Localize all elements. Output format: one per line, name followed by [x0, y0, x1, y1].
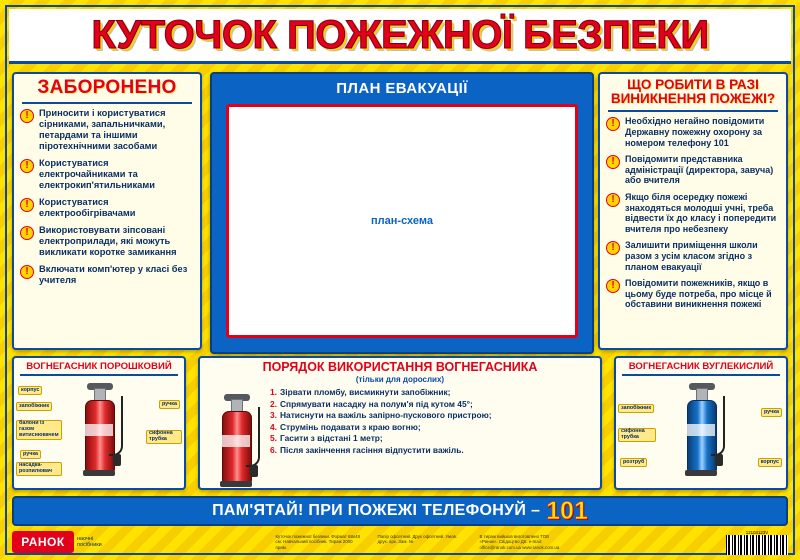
callout-label: запобіжник — [618, 404, 654, 413]
warning-exclamation-icon: ! — [606, 155, 620, 169]
footer — [12, 530, 788, 554]
step-item — [270, 387, 594, 398]
co2-extinguisher-diagram — [616, 378, 786, 482]
step-item — [270, 433, 594, 444]
forbidden-heading: ЗАБОРОНЕНО — [37, 77, 177, 98]
barcode-area — [726, 530, 788, 555]
usage-instructions-card — [198, 356, 602, 490]
step-number: 2. — [270, 398, 277, 409]
step-item — [270, 410, 594, 421]
what-to-do-list — [600, 116, 786, 310]
callout-label: запобіжник — [16, 402, 52, 411]
callout-label: ручка — [20, 450, 41, 459]
divider — [622, 374, 780, 376]
callout-label: балони із газом витиснювачем — [16, 420, 62, 441]
instructions-extinguisher-illustration — [206, 387, 264, 479]
list-item-label: Повідомити пожежників, якщо в цьому буде потреба, про місце й обставини виникнення пожежі — [625, 278, 772, 310]
warning-exclamation-icon: ! — [20, 198, 34, 212]
callout-label: ручка — [761, 408, 782, 417]
list-item-label: Включати комп'ютер у класі без учителя — [39, 263, 188, 285]
extinguisher-hose-shape — [711, 396, 725, 456]
bottom-zone — [12, 356, 788, 492]
list-item-label: Використовувати зіпсовані електроприлади, які можуть викликати коротке замикання — [39, 224, 177, 257]
extinguisher-nozzle-shape — [715, 454, 723, 466]
list-item — [20, 108, 194, 152]
list-item — [20, 264, 194, 286]
list-item-label: Користуватися електрообігрівачами — [39, 196, 136, 218]
forbidden-list — [14, 108, 200, 286]
fire-extinguisher-icon — [675, 380, 727, 480]
page-title: КУТОЧОК ПОЖЕЖНОЇ БЕЗПЕКИ — [91, 12, 709, 57]
usage-instructions-subtitle: (тільки для дорослих) — [355, 375, 445, 385]
step-item — [270, 445, 594, 456]
callout-label: сифонна трубка — [146, 430, 182, 445]
barcode-image — [726, 535, 788, 555]
step-number: 6. — [270, 444, 277, 455]
footer-imprint — [276, 534, 568, 549]
warning-exclamation-icon: ! — [20, 226, 34, 240]
callout-label: ручка — [159, 400, 180, 409]
callout-label: сифонна трубка — [618, 428, 656, 443]
step-text: Натиснути на важіль запірно-пускового пристрою; — [280, 410, 492, 421]
warning-exclamation-icon: ! — [20, 109, 34, 123]
evacuation-plan-canvas — [226, 104, 578, 338]
list-item — [20, 158, 194, 191]
imprint-col-3: В тираж вийшов виготовлено ТОВ «Ранок». Свідоцтво ДК. e-mail: office@ranok.com.ua www.ranok.com.ua — [479, 534, 560, 550]
powder-extinguisher-title: ВОГНЕГАСНИК ПОРОШКОВИЙ — [26, 361, 172, 372]
list-item-label: Повідомити представника адміністрації (директора, завуча) або вчителя — [625, 154, 774, 186]
emergency-phone-number: 101 — [546, 496, 588, 525]
what-to-do-heading: ЩО РОБИТИ В РАЗІ ВИНИКНЕННЯ ПОЖЕЖІ? — [610, 77, 776, 107]
warning-exclamation-icon: ! — [606, 193, 620, 207]
callout-label: корпус — [758, 458, 782, 467]
extinguisher-hose-shape — [246, 407, 260, 467]
list-item-label: Необхідно негайно повідомити Державну пожежну охорону за номером телефону 101 — [625, 116, 765, 148]
step-number: 4. — [270, 421, 277, 432]
divider — [20, 374, 178, 376]
list-item-label: Приносити і користуватися сірниками, запальничками, петардами та іншими піротехнічними засобами — [39, 107, 166, 151]
extinguisher-base-shape — [83, 470, 115, 476]
list-item — [606, 192, 780, 234]
callout-label: насадка-розпилювач — [16, 462, 62, 477]
step-number: 3. — [270, 410, 277, 421]
step-text: Спрямувати насадку на полум'я під кутом 45°; — [280, 398, 473, 409]
divider — [608, 110, 778, 112]
list-item-label: Якщо біля осередку пожежі знаходяться молодші учні, треба відвести їх до класу і попередити вчителя про небезпеку — [625, 192, 777, 234]
warning-exclamation-icon: ! — [20, 159, 34, 173]
plan-placeholder-label: план-схема — [371, 215, 433, 227]
extinguisher-nozzle-shape — [113, 454, 121, 466]
list-item — [606, 116, 780, 148]
extinguisher-nozzle-shape — [250, 465, 258, 477]
step-text: Гасити з відстані 1 метр; — [280, 433, 383, 444]
evacuation-plan-title: ПЛАН ЕВАКУАЦІЇ — [336, 80, 468, 97]
usage-steps-list — [270, 387, 594, 479]
list-item — [606, 240, 780, 272]
step-item — [270, 399, 594, 410]
usage-instructions-title: ПОРЯДОК ВИКОРИСТАННЯ ВОГНЕГАСНИКА — [262, 360, 538, 374]
warning-exclamation-icon: ! — [606, 279, 620, 293]
warning-exclamation-icon: ! — [20, 265, 34, 279]
list-item — [20, 197, 194, 219]
powder-extinguisher-diagram — [14, 378, 184, 482]
step-item — [270, 422, 594, 433]
fire-extinguisher-icon — [73, 380, 125, 480]
step-text: Зірвати пломбу, висмикнути запобіжник; — [280, 387, 451, 398]
list-item — [20, 225, 194, 258]
extinguisher-base-shape — [685, 470, 717, 476]
extinguisher-base-shape — [220, 481, 252, 487]
co2-extinguisher-title: ВОГНЕГАСНИК ВУГЛЕКИСЛИЙ — [628, 361, 774, 372]
warning-exclamation-icon: ! — [606, 241, 620, 255]
co2-extinguisher-card — [614, 356, 788, 490]
imprint-col-1: Куточок пожежної безпеки. Формат 68х48 см. Навчальний посібник. Тираж 2000 прим. — [275, 534, 361, 550]
callout-label: корпус — [18, 386, 42, 395]
extinguisher-hose-shape — [109, 396, 123, 456]
list-item-label: Залишити приміщення школи разом з усім класом згідно з планом евакуації — [625, 240, 758, 272]
product-code: 12104123V — [745, 529, 769, 535]
fire-extinguisher-icon — [210, 391, 260, 479]
emergency-phone-text: ПАМ'ЯТАЙ! ПРИ ПОЖЕЖІ ТЕЛЕФОНУЙ – — [212, 502, 541, 519]
publisher-logo: РАНОК — [12, 531, 74, 553]
emergency-phone-banner — [12, 496, 788, 526]
forbidden-panel — [12, 72, 202, 350]
step-number: 5. — [270, 433, 277, 444]
powder-extinguisher-card — [12, 356, 186, 490]
what-to-do-panel — [598, 72, 788, 350]
warning-exclamation-icon: ! — [606, 117, 620, 131]
publisher-tagline: наочні посібники — [77, 535, 102, 548]
imprint-col-2: Папір офсетний. Друк офсетний. Умов. друк. арк. Зам. № — [377, 534, 458, 545]
list-item — [606, 278, 780, 310]
title-band — [9, 9, 791, 64]
list-item-label: Користуватися електрочайниками та електрокип'ятильниками — [39, 157, 155, 190]
divider — [22, 102, 192, 104]
callout-label: розтруб — [620, 458, 647, 467]
step-text: Струмінь подавати з краю вогню; — [280, 421, 421, 432]
evacuation-plan-panel — [210, 72, 594, 354]
list-item — [606, 154, 780, 186]
step-text: Після закінчення гасіння відпустити важіль. — [280, 444, 464, 455]
step-number: 1. — [270, 387, 277, 398]
